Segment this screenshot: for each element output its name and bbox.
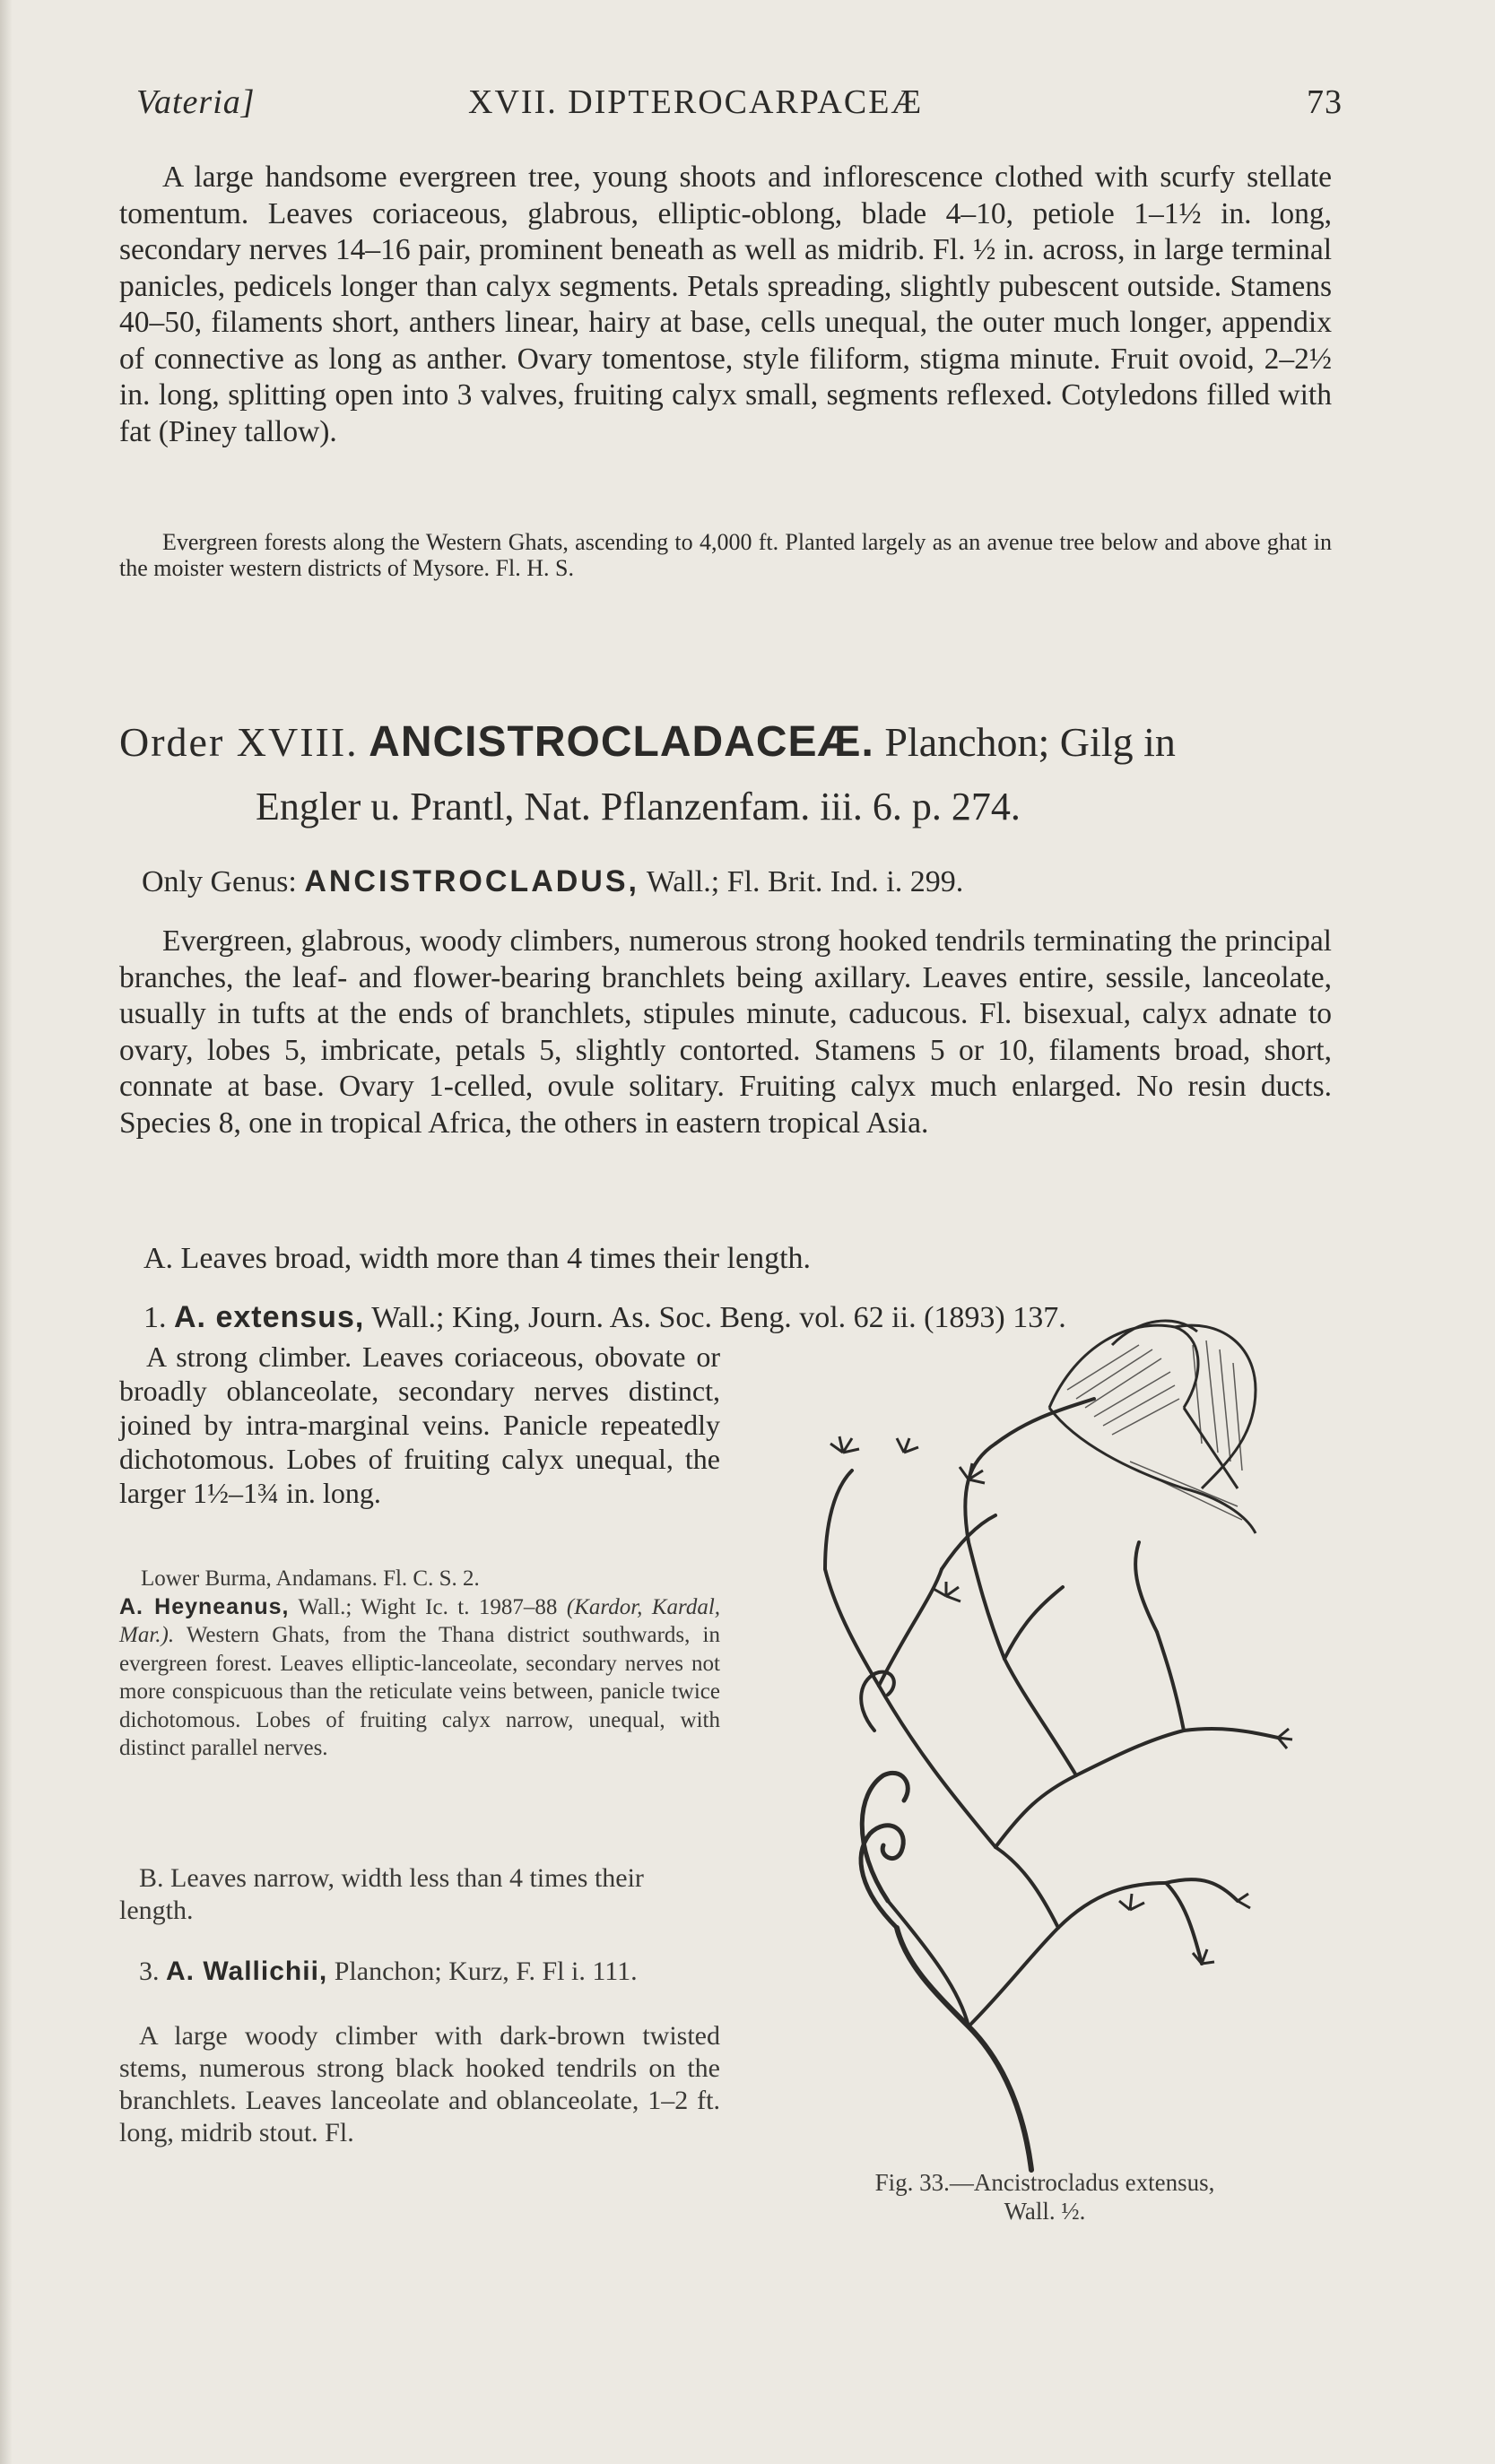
species3-citation: Planchon; Kurz, F. Fl i. 111. <box>334 1956 638 1986</box>
flower-cluster-1 <box>830 1436 859 1453</box>
genus-heading <box>142 863 963 901</box>
page-number: 73 <box>1307 83 1343 121</box>
species1-2-block <box>119 1565 720 1763</box>
species2-vernacular: (Kardor, Kardal, Mar.). <box>119 1594 721 1647</box>
figure-caption-line1: Fig. 33.—Ancistrocladus extensus, <box>874 2169 1215 2196</box>
species1-name: A. extensus, <box>174 1300 365 1334</box>
species3-heading <box>119 1956 720 1988</box>
panicle-branch-14 <box>1004 1587 1063 1659</box>
species1-description: A strong climber. Leaves coriaceous, obovate or broadly oblanceolate, secondary nerves distinct, joined by intra-marginal veins. Panicle repeatedly dichotomous. Lobes of fruiting calyx unequal, the larger 1½–1¾ in. long. <box>119 1340 720 1509</box>
order-authority: Planchon; Gilg in <box>884 719 1176 765</box>
panicle-branch-7 <box>825 1471 852 1569</box>
order-reference: Engler u. Prantl, Nat. Pflanzenfam. iii. 6. p. 274. <box>256 785 1021 829</box>
figure-caption-line2: Wall. ½. <box>1004 2198 1086 2225</box>
panicle-branch-4 <box>879 1686 995 1847</box>
key-b: B. Leaves narrow, width less than 4 times their length. <box>119 1863 644 1925</box>
panicle-branch-9 <box>995 1775 1076 1847</box>
genus-name: ANCISTROCLADUS, <box>304 864 639 898</box>
panicle-branch-5 <box>825 1569 879 1686</box>
vateria-description: A large handsome evergreen tree, young shoots and inflorescence clothed with scurfy stellate tomentum. Leaves coriaceous, glabrous, elliptic-oblong, blade 4–10, petiole 1–1½ in. long, secondary nerves 14–16 pair, prominent beneath as well as midrib. Fl. ½ in. across, in large terminal panicles, pedicels longer than calyx segments. Petals spreading, slightly pubescent outside. Stamens 40–50, filaments short, anthers linear, hairy at base, cells unequal, the outer much longer, appendix of connective as long as anther. Ovary tomentose, style filiform, stigma minute. Fruit ovoid, 2–2½ in. long, splitting open into 3 valves, fruiting calyx small, segments reflexed. Cotyledons filled with fat (Piney tallow). <box>119 161 1332 448</box>
panicle-branch-12 <box>1004 1659 1076 1775</box>
panicle-branch-2 <box>1058 1883 1166 1928</box>
main-stem <box>897 1928 1031 2170</box>
flower-cluster-7 <box>1193 1949 1214 1964</box>
panicle-branch-16 <box>1157 1632 1184 1731</box>
panicle-branch-19 <box>1166 1883 1202 1964</box>
panicle-branch-6 <box>879 1569 942 1686</box>
calyx-lobe-3 <box>1175 1325 1256 1488</box>
genus-prefix: Only Genus: <box>142 865 297 898</box>
header-family-title: XVII. DIPTEROCARPACEÆ <box>468 83 924 121</box>
figure-caption <box>753 2168 1336 2225</box>
flower-cluster-8 <box>1238 1894 1250 1908</box>
stem-branch <box>888 1901 969 2026</box>
panicle-branch-11 <box>1184 1729 1278 1738</box>
flower-cluster-4 <box>934 1582 960 1601</box>
species2-description: Western Ghats, from the Thana district southwards, in evergreen forest. Leaves elliptic-lanceolate, secondary nerves not more conspicuous than the reticulate veins between, panicle twice dichotomous. Lobes of fruiting calyx narrow, unequal, with distinct parallel nerves. <box>119 1623 720 1760</box>
key-a: A. Leaves broad, width more than 4 times their length. <box>143 1242 812 1275</box>
order-number: Order XVIII. <box>119 719 359 765</box>
species3-number: 3. <box>139 1956 160 1986</box>
flower-clusters <box>830 1436 1292 1964</box>
species1-citation: Wall.; King, Journ. As. Soc. Beng. vol. 62 ii. (1893) 137. <box>371 1301 1066 1334</box>
species3-name: A. Wallichii, <box>166 1956 328 1986</box>
species2-name: A. Heyneanus, <box>119 1593 290 1619</box>
header-section-label: Vateria] <box>136 83 256 121</box>
panicle-branch-3 <box>995 1847 1058 1928</box>
genus-description: Evergreen, glabrous, woody climbers, numerous strong hooked tendrils terminating the principal branches, the leaf- and flower-bearing branchlets being axillary. Leaves entire, sessile, lanceolate, usually in tufts at the ends of branchlets, stipules minute, caducous. Fl. bisexual, calyx adnate to ovary, lobes 5, imbricate, petals 5, slightly contorted. Stamens 5 or 10, filaments broad, short, connate at base. Ovary 1-celled, ovule solitary. Fruiting calyx much enlarged. No resin ducts. Species 8, one in tropical Africa, the others in eastern tropical Asia. <box>119 924 1332 1140</box>
species2-citation: Wall.; Wight Ic. t. 1987–88 <box>298 1594 558 1619</box>
order-heading <box>119 717 1332 768</box>
species3-description: A large woody climber with dark-brown twisted stems, numerous strong black hooked tendrils on the branchlets. Leaves lanceolate and oblanceolate, 1–2 ft. long, midrib stout. Fl. <box>119 2021 720 2147</box>
genus-authority: Wall.; Fl. Brit. Ind. i. 299. <box>646 865 964 898</box>
panicle-branch-1 <box>969 1928 1058 2026</box>
calyx-nerve-lines <box>1067 1340 1242 1520</box>
panicle-branch-10 <box>1076 1731 1184 1775</box>
species1-distribution: Lower Burma, Andamans. Fl. C. S. <box>141 1566 457 1591</box>
flower-cluster-6 <box>1119 1894 1144 1910</box>
species1-number: 1. <box>143 1301 167 1334</box>
panicle-branch-17 <box>1135 1542 1157 1632</box>
vateria-distribution: Evergreen forests along the Western Ghats, ascending to 4,000 ft. Planted largely as an avenue tree below and above ghat in the moister western districts of Mysore. Fl. H. S. <box>119 529 1332 581</box>
panicle-branch-15 <box>965 1444 995 1542</box>
flower-cluster-2 <box>897 1438 918 1453</box>
running-header <box>136 82 1343 136</box>
order-name: ANCISTROCLADACEÆ. <box>369 718 874 766</box>
flower-cluster-5 <box>1278 1729 1292 1748</box>
species2-number: 2. <box>463 1566 480 1591</box>
calyx-lobe-1 <box>1049 1325 1198 1408</box>
figure-ancistrocladus-illustration <box>753 1309 1336 2188</box>
panicle-branch-13 <box>969 1542 1004 1659</box>
